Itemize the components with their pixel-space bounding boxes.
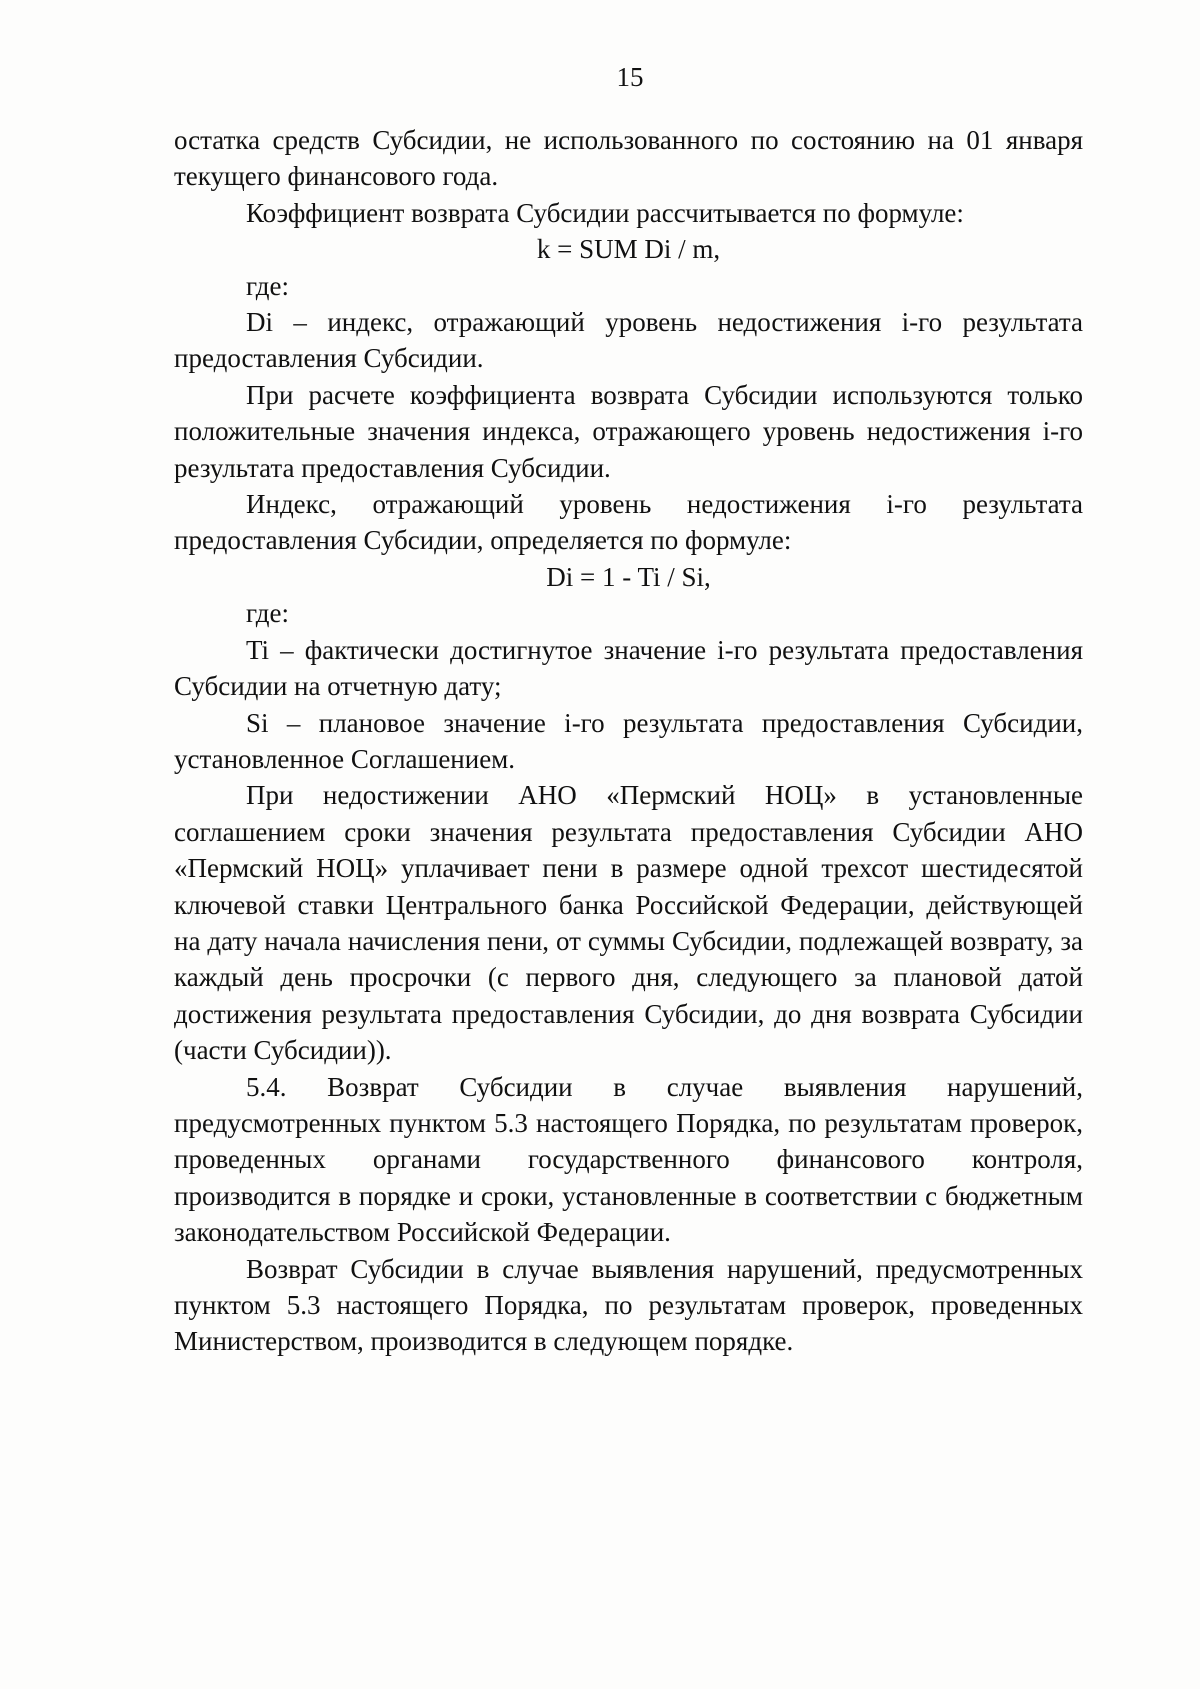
paragraph-ti-definition: Ti – фактически достигнутое значение i-го результата предоставления Субсидии на отчетную дату; bbox=[174, 634, 1083, 702]
formula-index: Di = 1 - Ti / Si, bbox=[546, 561, 711, 592]
formula-coefficient: k = SUM Di / m, bbox=[536, 234, 721, 265]
paragraph-penalty: При недостижении АНО «Пермский НОЦ» в установленные соглашением сроки значения результата предоставления Субсидии АНО «Пермский НОЦ» уплачивает пени в размере одной трехсот шестидесятой ключевой ставки Центрального банка Российской Федерации, действующей на дату начала начисления пени, от суммы Субсидии, подлежащей возврату, за каждый день просрочки (с первого дня, следующего за плановой датой достижения результата предоставления Субсидии, до дня возврата Субсидии (части Субсидии)). bbox=[174, 780, 1083, 1066]
paragraph-di-definition: Di – индекс, отражающий уровень недостижения i-го результата предоставления Субсидии. bbox=[174, 307, 1083, 374]
page-number: 15 bbox=[616, 62, 644, 92]
paragraph-si-definition: Si – плановое значение i-го результата предоставления Субсидии, установленное Соглашением. bbox=[174, 707, 1083, 774]
document-body bbox=[174, 122, 1083, 1360]
paragraph-ministry-return: Возврат Субсидии в случае выявления нарушений, предусмотренных пунктом 5.3 настоящего Порядка, по результатам проверок, проведенных Министерством, производится в следующем порядке. bbox=[174, 1253, 1083, 1357]
where-label: где: bbox=[246, 270, 289, 301]
paragraph-index-intro: Индекс, отражающий уровень недостижения i-го результата предоставления Субсидии, определяется по формуле: bbox=[174, 489, 1083, 556]
paragraph-section-5-4: 5.4. Возврат Субсидии в случае выявления нарушений, предусмотренных пунктом 5.3 настоящего Порядка, по результатам проверок, проведенных органами государственного финансового контроля, производится в порядке и сроки, установленные в соответствии с бюджетным законодательством Российской Федерации. bbox=[174, 1071, 1083, 1248]
where-label: где: bbox=[246, 598, 289, 629]
paragraph-continuation: остатка средств Субсидии, не использованного по состоянию на 01 января текущего финансового года. bbox=[174, 125, 1083, 192]
paragraph-coefficient-intro: Коэффициент возврата Субсидии рассчитывается по формуле: bbox=[246, 197, 964, 228]
paragraph-positive-values: При расчете коэффициента возврата Субсидии используются только положительные значения индекса, отражающего уровень недостижения i-го результата предоставления Субсидии. bbox=[174, 379, 1083, 483]
